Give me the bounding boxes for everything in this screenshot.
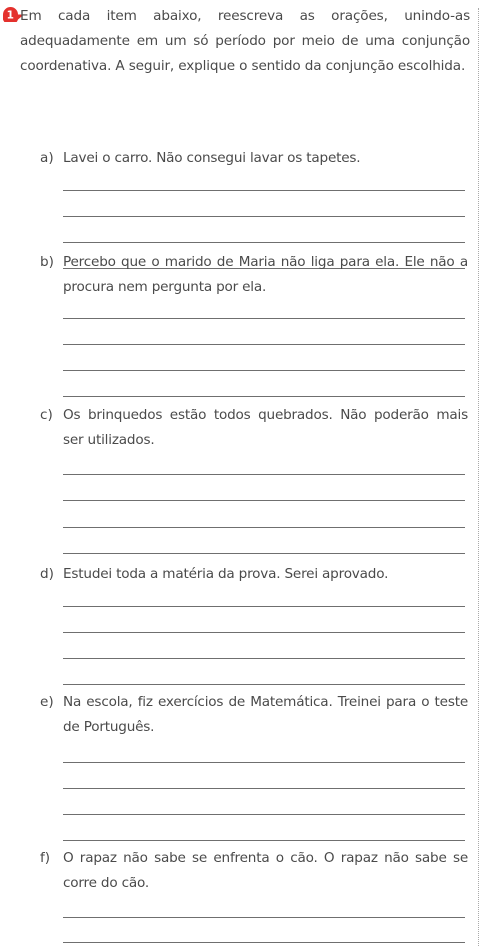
answer-line[interactable] [63,553,465,554]
item-text: Lavei o carro. Não consegui lavar os tapetes. [63,150,361,166]
answer-line[interactable] [63,318,465,319]
exercise-instruction [20,4,470,79]
answer-line[interactable] [63,396,465,397]
answer-line[interactable] [63,242,465,243]
answer-line[interactable] [63,917,465,918]
answer-line[interactable] [63,527,465,528]
item-text: Estudei toda a matéria da prova. Serei aprovado. [63,566,389,582]
answer-line[interactable] [63,658,465,659]
item-text: Percebo que o marido de Maria não liga para ela. Ele não a procura nem pergunta por ela. [63,254,468,295]
item-letter: e) [40,694,54,710]
exercise-number: 1 [6,9,14,22]
answer-line[interactable] [63,840,465,841]
item-letter: c) [40,407,53,423]
answer-line[interactable] [63,814,465,815]
answer-line[interactable] [63,606,465,607]
item-letter: a) [40,150,54,166]
answer-line[interactable] [63,762,465,763]
answer-line[interactable] [63,632,465,633]
page-margin-dotted-rule [478,8,479,946]
answer-line[interactable] [63,788,465,789]
answer-line[interactable] [63,216,465,217]
answer-line[interactable] [63,942,465,943]
item-letter: d) [40,566,54,582]
answer-line[interactable] [63,344,465,345]
exercise-instruction-text: Em cada item abaixo, reescreva as orações, unindo-as adequadamente em um só período por meio de uma conjunção coordenativa. A seguir, explique o sentido da conjunção escolhida. [20,8,470,74]
answer-line[interactable] [63,474,465,475]
answer-line[interactable] [63,500,465,501]
item-text: Na escola, fiz exercícios de Matemática. Treinei para o teste de Português. [63,694,468,735]
item-text: Os brinquedos estão todos quebrados. Não poderão mais ser utilizados. [63,407,468,448]
answer-line[interactable] [63,190,465,191]
item-letter: f) [40,850,51,866]
item-letter: b) [40,254,54,270]
answer-line[interactable] [63,370,465,371]
item-text: O rapaz não sabe se enfrenta o cão. O rapaz não sabe se corre do cão. [63,850,468,891]
answer-line[interactable] [63,684,465,685]
